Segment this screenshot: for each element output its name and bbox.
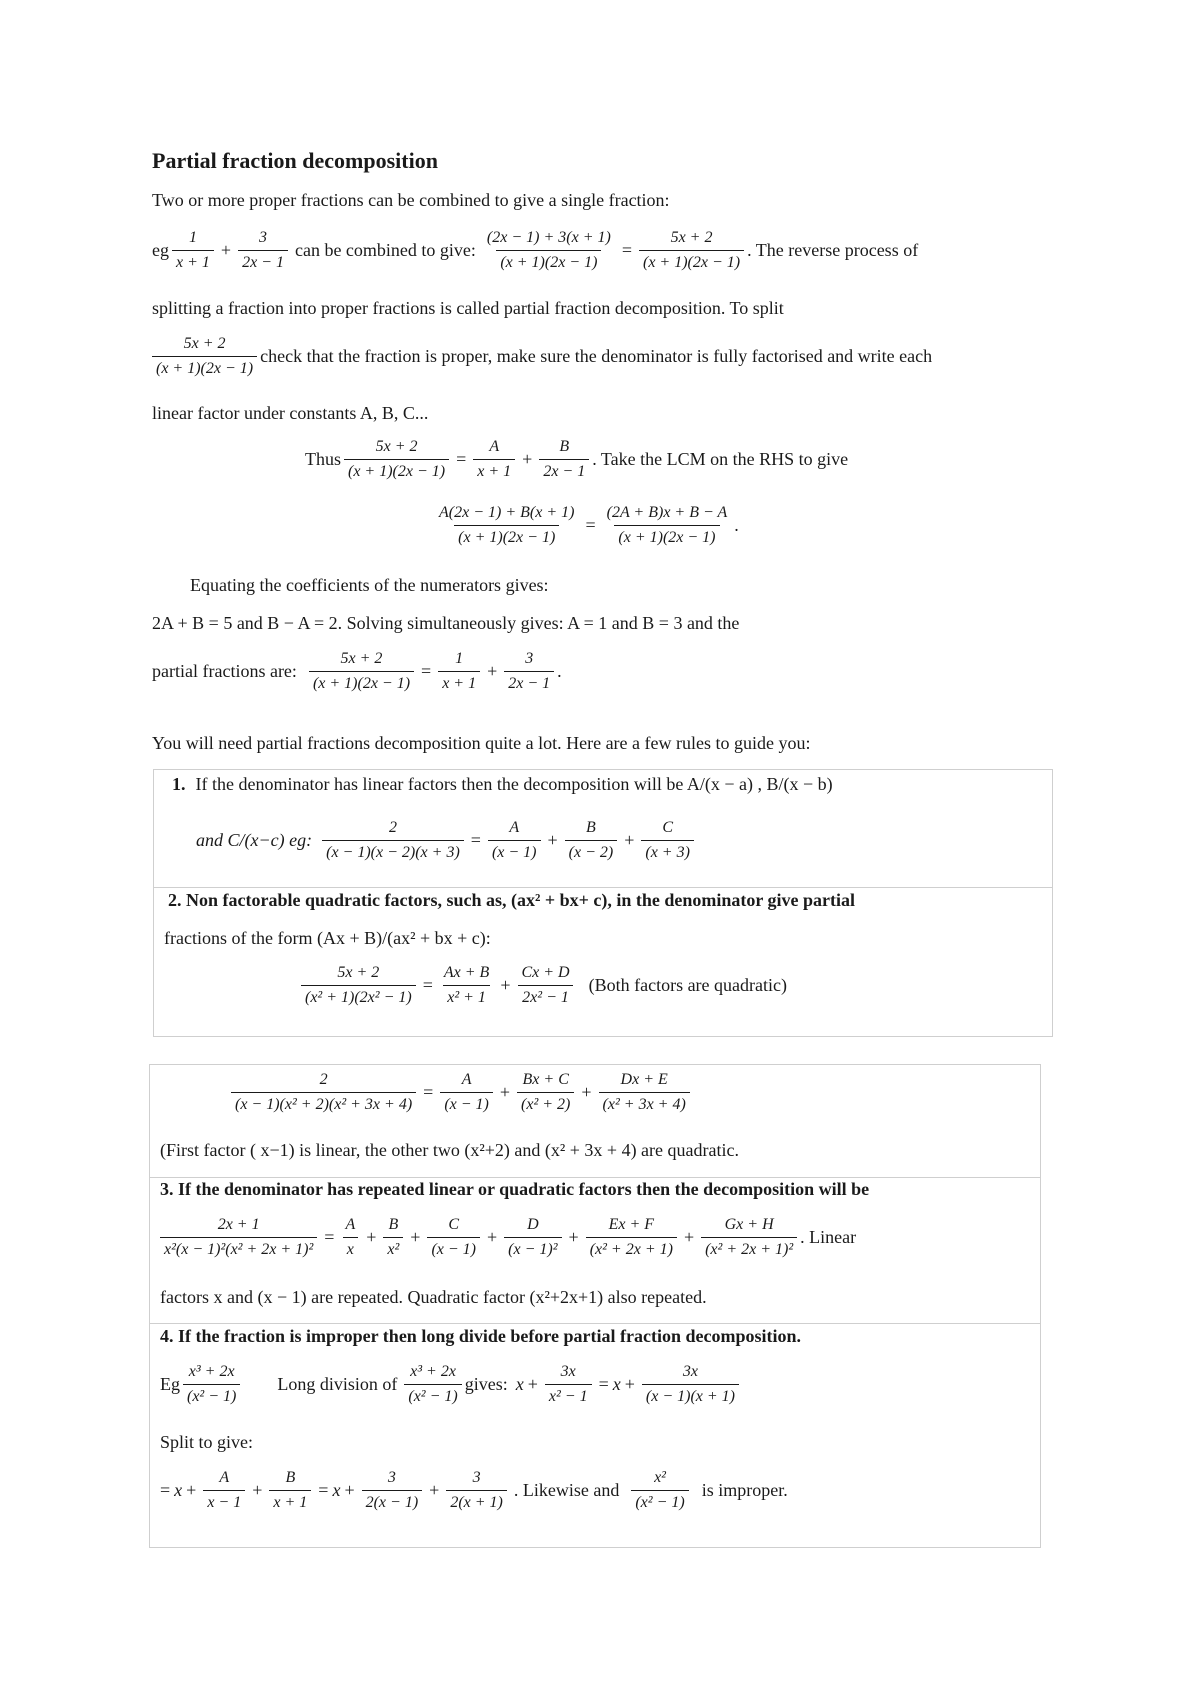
paragraph-text: splitting a fraction into proper fractions is called partial fraction decomposition. To split [152,298,784,318]
rule-3-text: 3. If the denominator has repeated linear or quadratic factors then the decomposition will be [160,1179,870,1199]
fraction: $\frac{3}{2x - 1}$ [504,649,554,694]
fraction: $\frac{A}{(x - 1)}$ [488,818,541,863]
rule-4-text: 4. If the fraction is improper then long divide before partial fraction decomposition. [160,1326,801,1346]
fraction: $\frac{3x}{(x - 1)(x + 1)}$ [642,1362,739,1407]
fraction: $\frac{2}{(x - 1)(x - 2)(x + 3)}$ [322,818,464,863]
fraction: $\frac{B}{(x - 2)}$ [565,818,618,863]
eg-label: eg [152,240,169,260]
fraction: $\frac{Gx + H}{\text{(x² + 2x + 1)²}}$ [701,1215,797,1260]
rule-4-split-example: = x + $\frac{A}{x - 1}$ + $\frac{B}{x + 1}$ = x + $\frac{3}{2(x - 1)}$ + $\frac{3}{2(x + 1)}$ . Likewise and $\frac{\text{x²}}{\text{(x² − 1)}}$ is improper. [160,1469,788,1511]
rule-2-form: fractions of the form (Ax + B)/(ax² + bx + c): [164,928,491,948]
lcm-equation: $\frac{A(2x - 1) + B(x + 1)}{(x + 1)(2x - 1)}$ = $\frac{(2A + B)x + B - A}{(x + 1)(2x - 1)}$ . [432,503,739,548]
box-2-note: (First factor ( x−1) is linear, the other two (x²+2) and (x² + 3x + 4) are quadratic. [160,1140,739,1160]
fraction: $\frac{C}{(x + 3)}$ [641,818,694,863]
fraction: $\frac{B}{\text{x²}}$ [383,1215,403,1260]
fraction: $\frac{A}{x}$ [341,1215,359,1260]
rule-1-text: 1. If the denominator has linear factors then the decomposition will be A/(x − a) , B/(x − b) [172,774,833,794]
intro-text: Two or more proper fractions can be combined to give a single fraction: [152,190,670,210]
fraction: $\frac{(2A + B)x + B - A}{(x + 1)(2x - 1)}$ [606,504,728,546]
fraction: $\frac{C}{(x - 1)}$ [427,1215,480,1260]
fraction: $\frac{Bx + C}{\text{(x² + 2)}}$ [517,1070,574,1115]
paragraph-text: 2A + B = 5 and B − A = 2. Solving simultaneously gives: A = 1 and B = 3 and the [152,613,740,633]
rule-2-text: 2. Non factorable quadratic factors, such as, (ax² + bx+ c), in the denominator give partial [168,890,856,910]
paragraph-text: Equating the coefficients of the numerators gives: [190,575,549,595]
fraction: $\frac{A}{x + 1}$ [473,437,515,482]
fraction: $\frac{\text{x³ + 2x}}{\text{(x² − 1)}}$ [404,1362,461,1407]
divider [150,1323,1040,1324]
fraction: $\frac{B}{2x - 1}$ [539,437,589,482]
fraction: $\frac{D}{\text{(x − 1)²}}$ [504,1215,561,1260]
fraction: $\frac{2x + 1}{\text{x²(x − 1)²(x² + 2x + 1)²}}$ [160,1215,317,1260]
fraction: $\frac{5x + 2}{(x + 1)(2x - 1)}$ [639,228,744,273]
fraction: $\frac{A}{(x - 1)}$ [440,1070,493,1115]
fraction: $\frac{\text{x²}}{\text{(x² − 1)}}$ [631,1468,688,1513]
example-combined-line: eg $\frac{1}{x + 1}$ + $\frac{3}{2x - 1}$ can be combined to give: $\frac{(2x - 1) + 3(x + 1)}{(x + 1)(2x - 1)}$ = $\frac{5x + 2}{(x + 1)(2x - 1)}$ . The reverse process of [152,229,919,271]
fraction: $\frac{5x + 2}{\text{(x² + 1)(2x² − 1)}}$ [301,963,416,1008]
fraction: $\frac{3x}{\text{x² − 1}}$ [545,1362,592,1407]
rule-2-example: $\frac{5x + 2}{\text{(x² + 1)(2x² − 1)}}$ = $\frac{Ax + B}{\text{x² + 1}}$ + $\frac{Cx + D}{\text{2x² − 1}}$ (Both factors are quadratic) [298,963,791,1008]
fraction: $\frac{\text{x³ + 2x}}{\text{(x² − 1)}}$ [183,1362,240,1407]
fraction: $\frac{3}{2(x + 1)}$ [446,1468,507,1513]
fraction: $\frac{Ex + F}{\text{(x² + 2x + 1)}}$ [586,1215,677,1260]
fraction: $\frac{(2x - 1) + 3(x + 1)}{(x + 1)(2x - 1)}$ [486,229,611,271]
partial-fractions-line: partial fractions are: $\frac{5x + 2}{(x + 1)(2x - 1)}$ = $\frac{1}{x + 1}$ + $\frac{3}{2x - 1}$ . [152,650,562,692]
fraction: $\frac{5x + 2}{(x + 1)(2x - 1)}$ [344,437,449,482]
paragraph-text: linear factor under constants A, B, C... [152,403,429,423]
page-title: Partial fraction decomposition [152,148,438,173]
fraction: $\frac{3}{2(x - 1)}$ [362,1468,423,1513]
divider [150,1177,1040,1178]
fraction: $\frac{Cx + D}{\text{2x² − 1}}$ [517,963,573,1008]
fraction: $\frac{A(2x - 1) + B(x + 1)}{(x + 1)(2x - 1)}$ [439,504,575,546]
rule-3-example: $\frac{2x + 1}{\text{x²(x − 1)²(x² + 2x + 1)²}}$ = $\frac{A}{x}$ + $\frac{B}{\text{x²}}$ + $\frac{C}{(x - 1)}$ + $\frac{D}{\text{(x − 1)²}}$ + $\frac{Ex + F}{\text{(x² + 2x + 1)}}$ + $\frac{Gx + H}{\text{(x² + 2x + 1)²}}$ . Linear [160,1215,856,1260]
fraction: $\frac{Ax + B}{\text{x² + 1}}$ [443,964,490,1006]
rule-3-note: factors x and (x − 1) are repeated. Quadratic factor (x²+2x+1) also repeated. [160,1287,707,1307]
rule-4-example: Eg $\frac{\text{x³ + 2x}}{\text{(x² − 1)}}$ Long division of $\frac{\text{x³ + 2x}}{\text{(x² − 1)}}$ gives: x + $\frac{3x}{\text{x² − 1}}$ = x + $\frac{3x}{(x - 1)(x + 1)}$ [160,1362,742,1407]
fraction: $\frac{1}{x + 1}$ [172,228,214,273]
split-line: $\frac{5x + 2}{(x + 1)(2x - 1)}$ check that the fraction is proper, make sure the denominator is fully factorised and write each [152,334,932,379]
fraction: $\frac{B}{x + 1}$ [269,1468,311,1513]
divider [154,887,1052,888]
fraction: $\frac{5x + 2}{(x + 1)(2x - 1)}$ [152,334,257,379]
fraction: $\frac{2}{\text{(x − 1)(x² + 2)(x² + 3x + 4)}}$ [231,1070,416,1115]
fraction: $\frac{5x + 2}{(x + 1)(2x - 1)}$ [309,649,414,694]
rule-1-example: and C/(x−c) eg: $\frac{2}{(x - 1)(x - 2)(x + 3)}$ = $\frac{A}{(x - 1)}$ + $\frac{B}{(x - 2)}$ + $\frac{C}{(x + 3)}$ [196,818,697,863]
fraction: $\frac{A}{x - 1}$ [203,1468,245,1513]
fraction: $\frac{Dx + E}{\text{(x² + 3x + 4)}}$ [599,1070,690,1115]
fraction: $\frac{1}{x + 1}$ [438,649,480,694]
fraction: $\frac{3}{2x - 1}$ [238,228,288,273]
rule-4-split: Split to give: [160,1432,254,1452]
box-2-example: $\frac{2}{\text{(x − 1)(x² + 2)(x² + 3x + 4)}}$ = $\frac{A}{(x - 1)}$ + $\frac{Bx + C}{\text{(x² + 2)}}$ + $\frac{Dx + E}{\text{(x² + 3x + 4)}}$ [228,1070,693,1115]
thus-equation: Thus $\frac{5x + 2}{(x + 1)(2x - 1)}$ = $\frac{A}{x + 1}$ + $\frac{B}{2x - 1}$ . Take the LCM on the RHS to give [305,438,849,480]
rules-intro: You will need partial fractions decomposition quite a lot. Here are a few rules to guide you: [152,733,811,753]
